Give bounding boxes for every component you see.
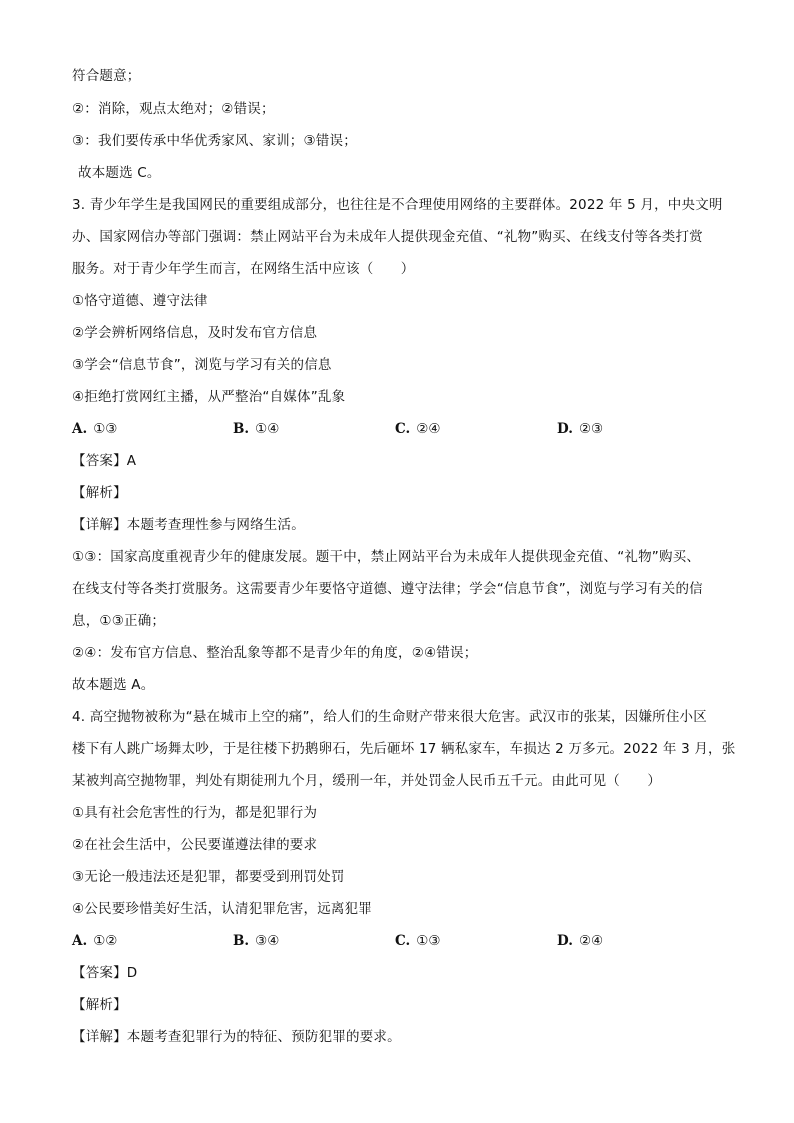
q2-tail-line-2: ②：消除，观点太绝对；②错误； <box>72 101 275 117</box>
q3-item-4: ④拒绝打赏网红主播，从严整治“自媒体”乱象 <box>72 389 346 405</box>
q3-options <box>72 419 732 439</box>
q3-item-3: ③学会“信息节食”，浏览与学习有关的信息 <box>72 357 332 373</box>
q4-detail-line-1: 【详解】本题考查犯罪行为的特征、预防犯罪的要求。 <box>72 1029 401 1045</box>
q4-option-d[interactable]: D. ②④ <box>557 933 604 949</box>
q3-option-b[interactable]: B. ①④ <box>233 421 280 437</box>
q3-option-a[interactable]: A. ①③ <box>72 421 118 437</box>
q3-analysis-heading: 【解析】 <box>72 485 127 501</box>
q3-stem-line-3: 服务。对于青少年学生而言，在网络生活中应该（ ） <box>72 261 415 277</box>
q2-tail-line-3: ③：我们要传承中华优秀家风、家训；③错误； <box>72 133 357 149</box>
q4-analysis-heading: 【解析】 <box>72 997 127 1013</box>
q3-option-d[interactable]: D. ②③ <box>557 421 604 437</box>
q3-item-2: ②学会辨析网络信息，及时发布官方信息 <box>72 325 318 341</box>
q4-options <box>72 931 732 951</box>
q3-item-1: ①恪守道德、遵守法律 <box>72 293 208 309</box>
q4-item-3: ③无论一般违法还是犯罪，都要受到刑罚处罚 <box>72 869 345 885</box>
q4-item-2: ②在社会生活中，公民要谨遵法律的要求 <box>72 837 318 853</box>
q4-option-a[interactable]: A. ①② <box>72 933 118 949</box>
q4-option-b[interactable]: B. ③④ <box>233 933 280 949</box>
q4-stem-line-3: 某被判高空抛物罪，判处有期徒刑九个月，缓刑一年，并处罚金人民币五千元。由此可见（ ） <box>72 773 662 789</box>
q4-stem-line-1: 4. 高空抛物被称为“悬在城市上空的痛”，给人们的生命财产带来很大危害。武汉市的张某，因嫌所住小区 <box>72 709 707 725</box>
q3-stem-line-1: 3. 青少年学生是我国网民的重要组成部分，也往往是不合理使用网络的主要群体。2022 年 5 月，中央文明 <box>72 197 723 213</box>
q3-detail-line-5: ②④：发布官方信息、整治乱象等都不是青少年的角度，②④错误； <box>72 645 478 661</box>
q4-option-c[interactable]: C. ①③ <box>395 933 441 949</box>
q3-detail-line-4: 息，①③正确； <box>72 613 166 629</box>
q3-detail-line-2: ①③：国家高度重视青少年的健康发展。题干中，禁止网站平台为未成年人提供现金充值、“礼物”购买、 <box>72 549 701 565</box>
q4-answer: 【答案】D <box>72 965 138 981</box>
q3-detail-line-1: 【详解】本题考查理性参与网络生活。 <box>72 517 305 533</box>
q4-item-1: ①具有社会危害性的行为，都是犯罪行为 <box>72 805 318 821</box>
q3-stem-line-2: 办、国家网信办等部门强调：禁止网站平台为未成年人提供现金充值、“礼物”购买、在线支付等各类打赏 <box>72 229 703 245</box>
q3-detail-line-3: 在线支付等各类打赏服务。这需要青少年要恪守道德、遵守法律；学会“信息节食”，浏览与学习有关的信 <box>72 581 703 597</box>
q3-conclusion: 故本题选 A。 <box>72 677 155 693</box>
q2-conclusion: 故本题选 C。 <box>78 165 161 181</box>
q3-option-c[interactable]: C. ②④ <box>395 421 441 437</box>
q4-stem-line-2: 楼下有人跳广场舞太吵，于是往楼下扔鹅卵石，先后砸坏 17 辆私家车，车损达 2 万多元。2022 年 3 月，张 <box>72 741 736 757</box>
q3-answer: 【答案】A <box>72 453 137 469</box>
q2-tail-line-1: 符合题意； <box>72 68 141 84</box>
q4-item-4: ④公民要珍惜美好生活，认清犯罪危害，远离犯罪 <box>72 901 373 917</box>
